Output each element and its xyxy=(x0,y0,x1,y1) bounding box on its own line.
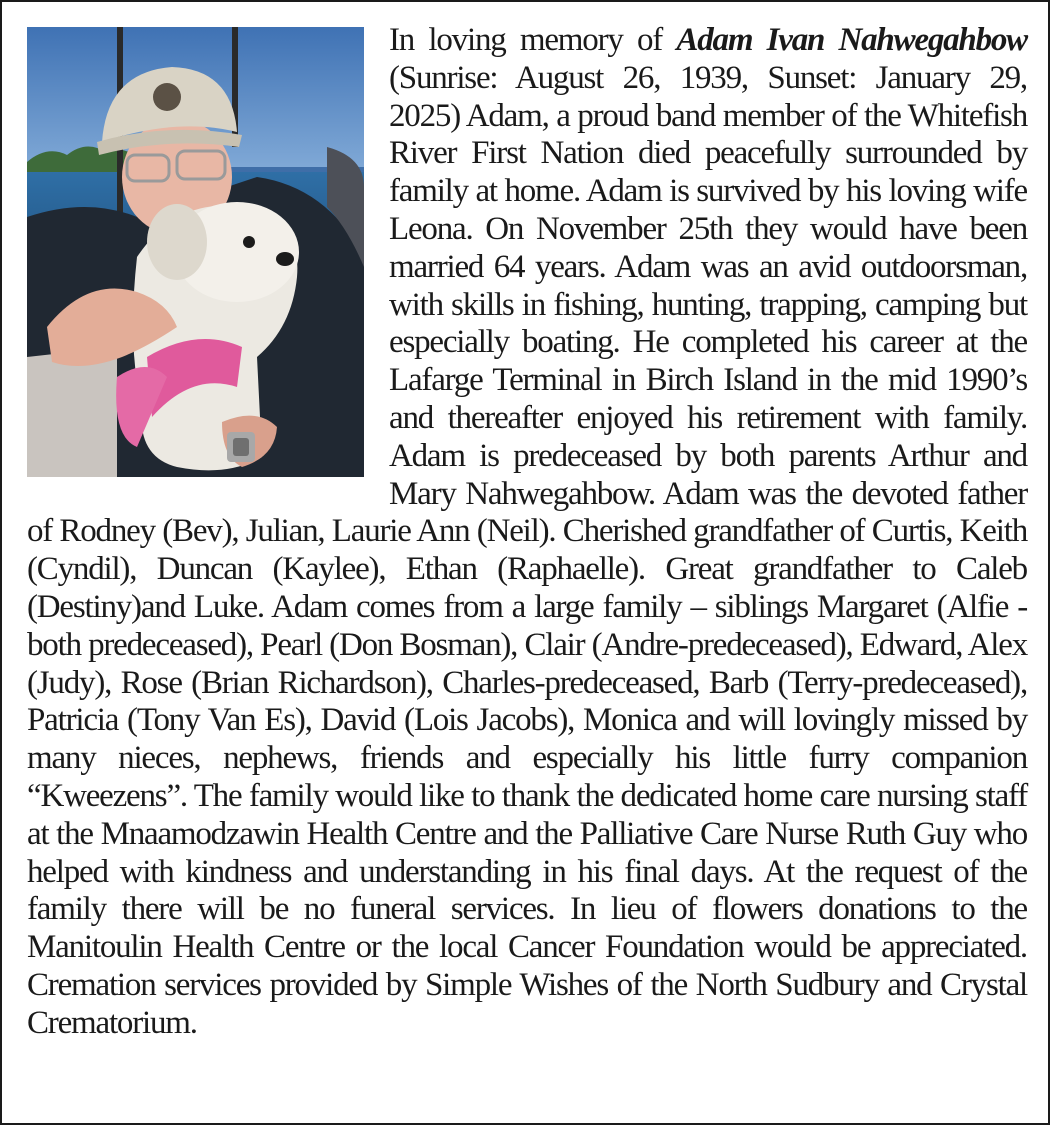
photo-spacer xyxy=(27,22,364,478)
obituary-body: (Sunrise: August 26, 1939, Sunset: January 29, 2025) Adam, a proud band member of the Whitefish River First Nation died peacefully surrounded by family at home. Adam is survived by his loving wife Leona. On November 25th they would have been married 64 years. Adam was an avid outdoorsman, with skills in fishing, hunting, trapping, camping but especially boating. He completed his career at the Lafarge Terminal in Birch Island in the mid 1990’s and thereafter enjoyed his retirement with family. Adam is predeceased by both parents Arthur and Mary Nahwegahbow. Adam was the devoted father of Rodney (Bev), Julian, Laurie Ann (Neil). Cherished grandfather of Curtis, Keith (Cyndil), Duncan (Kaylee), Ethan (Raphaelle). Great grandfather to Caleb (Destiny)and Luke. Adam comes from a large family – siblings Margaret (Alfie -both predeceased), Pearl (Don Bosman), Clair (Andre-predeceased), Edward, Alex (Judy), Rose (Brian Richardson), Charles-predeceased, Barb (Terry-predeceased), Patricia (Tony Van Es), David (Lois Jacobs), Monica and will lovingly missed by many nieces, nephews, friends and especially his little furry companion “Kweezens”. The family would like to thank the dedicated home care nursing staff at the Mnaamodzawin Health Centre and the Palliative Care Nurse Ruth Guy who helped with kindness and understanding in his final days. At the request of the family there will be no funeral services. In lieu of flowers donations to the Manitoulin Health Centre or the local Cancer Foundation would be appreciated. Cremation services provided by Simple Wishes of the North Sudbury and Crystal Crematorium. xyxy=(27,59,1027,1041)
intro-text: In loving memory of xyxy=(389,22,677,58)
deceased-name: Adam Ivan Nahwegahbow xyxy=(676,22,1027,58)
obituary-text xyxy=(27,22,1027,1043)
